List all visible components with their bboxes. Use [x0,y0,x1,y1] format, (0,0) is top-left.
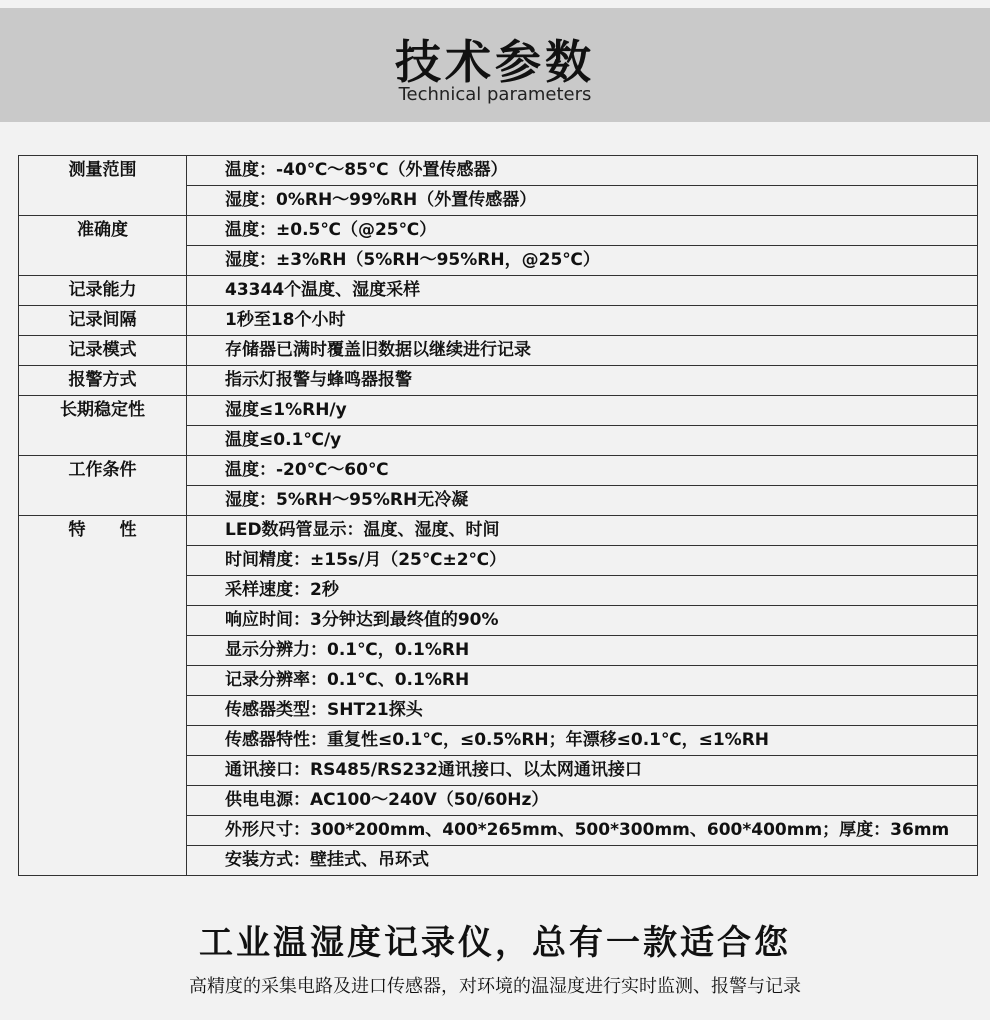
spec-value: 温度≤0.1℃/y [187,426,978,456]
table-row [19,516,978,546]
spec-category: 特 性 [19,516,187,876]
spec-value: 温度：-40℃～85℃（外置传感器） [187,156,978,186]
spec-value: 存储器已满时覆盖旧数据以继续进行记录 [187,336,978,366]
spec-value: 传感器特性：重复性≤0.1℃，≤0.5%RH；年漂移≤0.1℃，≤1%RH [187,726,978,756]
spec-value: 显示分辨力：0.1℃，0.1%RH [187,636,978,666]
spec-value: 湿度≤1%RH/y [187,396,978,426]
page-subtitle: Technical parameters [398,84,592,105]
spec-category: 记录间隔 [19,306,187,336]
spec-category: 长期稳定性 [19,396,187,456]
spec-category: 记录能力 [19,276,187,306]
table-row [19,336,978,366]
spec-table [18,155,978,876]
spec-value: 温度：-20℃～60℃ [187,456,978,486]
spec-value: 时间精度：±15s/月（25℃±2℃） [187,546,978,576]
table-row [19,366,978,396]
header-banner [0,8,990,122]
table-row [19,456,978,486]
spec-value: 响应时间：3分钟达到最终值的90% [187,606,978,636]
spec-category: 测量范围 [19,156,187,216]
spec-category: 记录模式 [19,336,187,366]
table-row [19,216,978,246]
footer-subtitle: 高精度的采集电路及进口传感器，对环境的温湿度进行实时监测、报警与记录 [189,976,801,997]
spec-value: 湿度：0%RH～99%RH（外置传感器） [187,186,978,216]
spec-value: 传感器类型：SHT21探头 [187,696,978,726]
footer-title: 工业温湿度记录仪，总有一款适合您 [199,923,791,963]
table-row [19,306,978,336]
spec-category: 工作条件 [19,456,187,516]
table-row [19,396,978,426]
spec-value: 指示灯报警与蜂鸣器报警 [187,366,978,396]
spec-value: 通讯接口：RS485/RS232通讯接口、以太网通讯接口 [187,756,978,786]
spec-value: 湿度：5%RH～95%RH无冷凝 [187,486,978,516]
table-row [19,276,978,306]
table-row [19,156,978,186]
page-title: 技术参数 [395,35,595,89]
spec-value: 湿度：±3%RH（5%RH～95%RH，@25℃） [187,246,978,276]
spec-value: 采样速度：2秒 [187,576,978,606]
spec-value: LED数码管显示：温度、湿度、时间 [187,516,978,546]
spec-value: 1秒至18个小时 [187,306,978,336]
spec-value: 外形尺寸：300*200mm、400*265mm、500*300mm、600*400mm；厚度：36mm [187,816,978,846]
spec-value: 安装方式：壁挂式、吊环式 [187,846,978,876]
spec-category: 准确度 [19,216,187,276]
spec-value: 供电电源：AC100～240V（50/60Hz） [187,786,978,816]
spec-value: 温度：±0.5℃（@25℃） [187,216,978,246]
spec-value: 43344个温度、湿度采样 [187,276,978,306]
spec-value: 记录分辨率：0.1℃、0.1%RH [187,666,978,696]
spec-category: 报警方式 [19,366,187,396]
